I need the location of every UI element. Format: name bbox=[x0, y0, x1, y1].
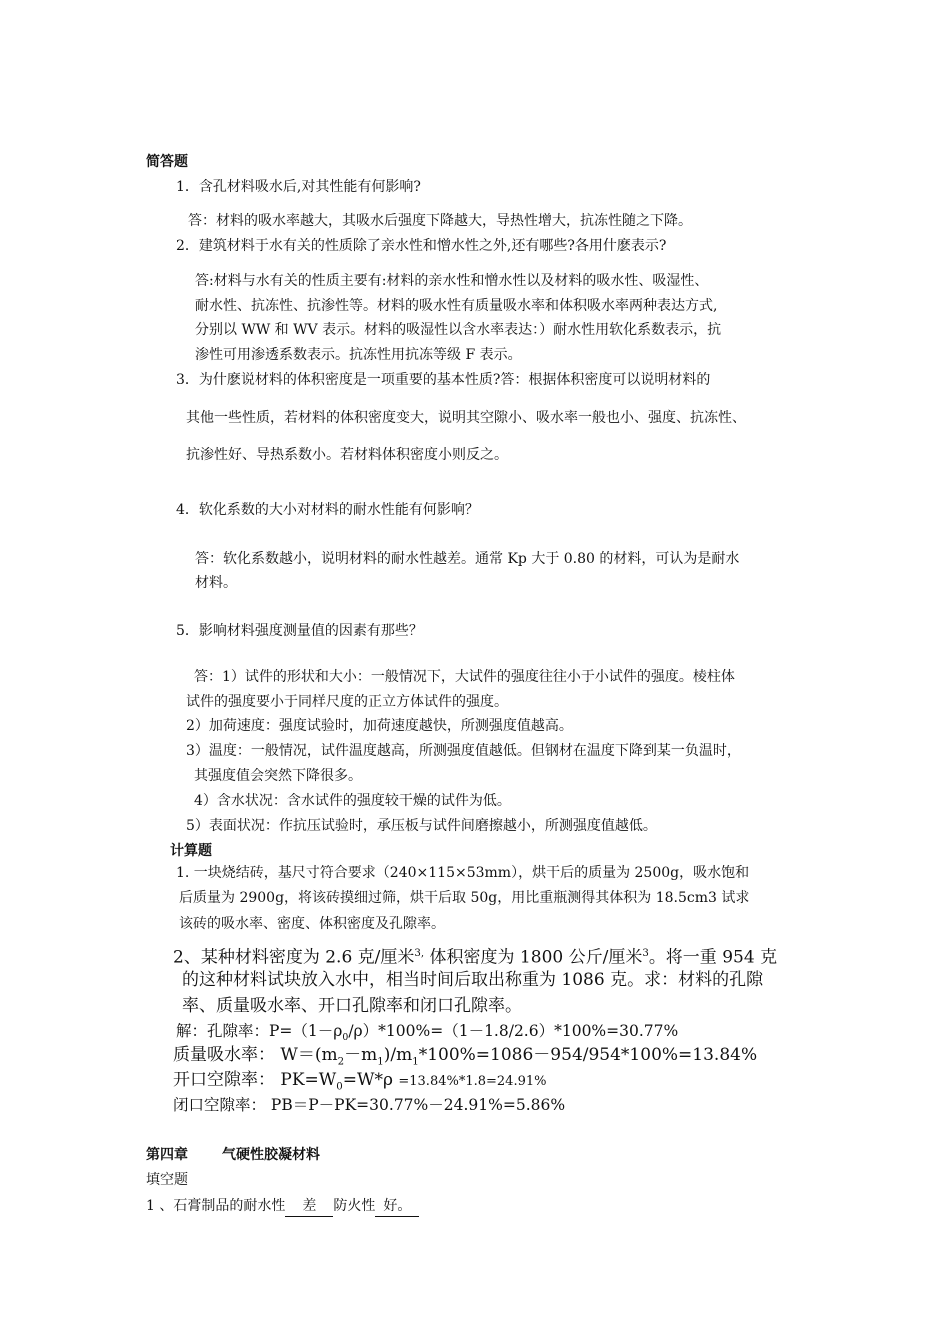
subscript: 1 bbox=[377, 1056, 384, 1068]
calc-problem-2-line: 率、质量吸水率、开口孔隙率和闭口孔隙率。 bbox=[182, 996, 522, 1016]
question-3-line: 其他一些性质，若材料的体积密度变大，说明其空隙小、吸水率一般也小、强度、抗冻性、 bbox=[186, 410, 746, 426]
blank-answer: 差 bbox=[285, 1196, 333, 1217]
chapter-number: 第四章 bbox=[146, 1147, 188, 1163]
solution-text: =W*ρ bbox=[342, 1070, 399, 1090]
question-1: 1．含孔材料吸水后,对其性能有何影响? bbox=[176, 179, 421, 195]
answer-5-line: 答：1）试件的形状和大小：一般情况下，大试件的强度往往小于小试件的强度。棱柱体 bbox=[194, 669, 735, 685]
answer-5-line: 5）表面状况：作抗压试验时，承压板与试件间磨擦越小，所测强度值越低。 bbox=[186, 818, 657, 834]
answer-5-line: 3）温度：一般情况，试件温度越高，所测强度值越低。但钢材在温度下降到某一负温时， bbox=[186, 743, 741, 759]
answer-1: 答：材料的吸水率越大，其吸水后强度下降越大，导热性增大，抗冻性随之下降。 bbox=[188, 213, 692, 229]
calc-problem-1-line: 该砖的吸水率、密度、体积密度及孔隙率。 bbox=[179, 916, 445, 932]
solution-text: 解：孔隙率：P=（1－ρ bbox=[176, 1022, 343, 1040]
solution-text: 质量吸水率： W＝(m bbox=[173, 1045, 338, 1065]
section-heading-calculation: 计算题 bbox=[170, 843, 212, 859]
calc-problem-2-line: 的这种材料试块放入水中，相当时间后取出称重为 1086 克。求：材料的孔隙 bbox=[182, 970, 764, 990]
fill-blank-heading: 填空题 bbox=[146, 1172, 188, 1188]
question-5: 5．影响材料强度测量值的因素有那些？ bbox=[176, 623, 423, 639]
calc-problem-2-text: 体积密度为 1800 公斤/厘米 bbox=[424, 947, 643, 968]
subscript: 0 bbox=[342, 1032, 349, 1044]
fill-blank-item-1 bbox=[146, 1196, 419, 1217]
solution-text: －m bbox=[344, 1045, 378, 1065]
blank-answer: 好。 bbox=[375, 1196, 419, 1217]
unit-exponent: 3 bbox=[642, 948, 649, 959]
subscript: 2 bbox=[337, 1056, 345, 1068]
section-heading-short-answer: 简答题 bbox=[146, 154, 188, 170]
answer-5-line: 4）含水状况：含水试件的强度较干燥的试件为低。 bbox=[194, 793, 511, 809]
unit-exponent: 3, bbox=[414, 948, 425, 959]
question-3-line: 3．为什麽说材料的体积密度是一项重要的基本性质?答：根据体积密度可以说明材料的 bbox=[176, 372, 711, 388]
calc-problem-2-text: 2、某种材料密度为 2.6 克/厘米 bbox=[173, 947, 415, 968]
chapter-heading bbox=[146, 1145, 320, 1165]
solution-text: *100%=1086－954/954*100%=13.84% bbox=[418, 1045, 758, 1065]
answer-4-line: 材料。 bbox=[195, 575, 237, 591]
answer-4-line: 答：软化系数越小，说明材料的耐水性越差。通常 Kp 大于 0.80 的材料，可认为是耐水 bbox=[195, 551, 740, 567]
solution-closed-porosity: 闭口空隙率： PB＝P－PK=30.77%－24.91%=5.86% bbox=[173, 1096, 566, 1114]
question-4: 4．软化系数的大小对材料的耐水性能有何影响？ bbox=[176, 502, 479, 518]
solution-text: =13.84%*1.8=24.91% bbox=[398, 1074, 547, 1089]
answer-5-line: 2）加荷速度：强度试验时，加荷速度越快，所测强度值越高。 bbox=[186, 718, 573, 734]
solution-text: 开口空隙率： PK=W bbox=[173, 1070, 337, 1090]
chapter-title: 气硬性胶凝材料 bbox=[222, 1147, 320, 1163]
question-3-line: 抗渗性好、导热系数小。若材料体积密度小则反之。 bbox=[186, 447, 508, 463]
question-2: 2．建筑材料于水有关的性质除了亲水性和憎水性之外,还有哪些?各用什麽表示? bbox=[176, 238, 667, 254]
item-text: 1 、石膏制品的耐水性 bbox=[146, 1198, 286, 1214]
answer-2-line: 耐水性、抗冻性、抗渗性等。材料的吸水性有质量吸水率和体积吸水率两种表达方式, bbox=[195, 298, 718, 314]
subscript: 0 bbox=[336, 1081, 343, 1093]
answer-2-line: 答:材料与水有关的性质主要有:材料的亲水性和憎水性以及材料的吸水性、吸湿性、 bbox=[195, 273, 709, 289]
item-text: 防火性 bbox=[333, 1198, 376, 1214]
solution-text: /ρ）*100%=（1－1.8/2.6）*100%=30.77% bbox=[348, 1022, 679, 1040]
answer-5-line: 试件的强度要小于同样尺度的正立方体试件的强度。 bbox=[186, 694, 508, 710]
subscript: 1 bbox=[412, 1056, 419, 1068]
calc-problem-1-line: 1. 一块烧结砖，基尺寸符合要求（240×115×53mm），烘干后的质量为 2500g，吸水饱和 bbox=[176, 865, 750, 881]
calc-problem-2-text: 。将一重 954 克 bbox=[648, 947, 778, 968]
solution-text: )/m bbox=[383, 1045, 413, 1065]
answer-2-line: 分别以 WW 和 WV 表示。材料的吸湿性以含水率表达：）耐水性用软化系数表示，抗 bbox=[195, 322, 722, 338]
calc-problem-1-line: 后质量为 2900g，将该砖摸细过筛，烘干后取 50g，用比重瓶测得其体积为 18.5cm3 试求 bbox=[179, 890, 750, 906]
answer-2-line: 渗性可用渗透系数表示。抗冻性用抗冻等级 F 表示。 bbox=[195, 347, 522, 363]
answer-5-line: 其强度值会突然下降很多。 bbox=[194, 768, 362, 784]
calc-problem-2-line bbox=[173, 942, 777, 970]
